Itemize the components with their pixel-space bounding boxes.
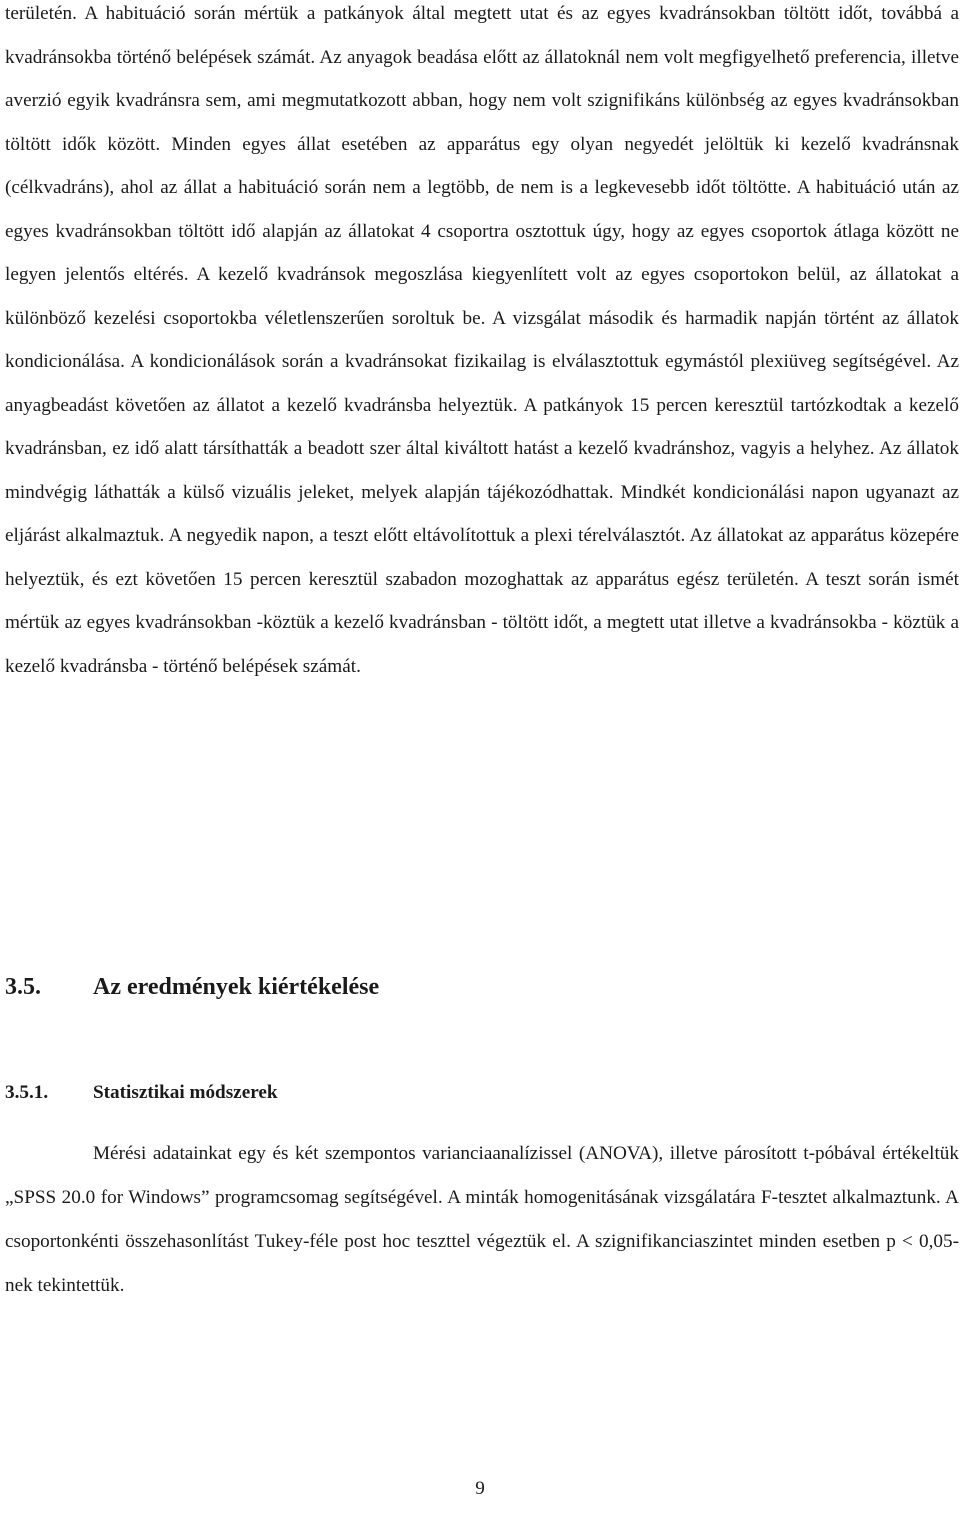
section-number: 3.5. <box>5 974 41 1000</box>
section-heading <box>5 974 945 1001</box>
statistics-paragraph: Mérési adatainkat egy és két szempontos varianciaanalízissel (ANOVA), illetve párosított t-póbával értékeltük „SPSS 20.0 for Windows” programcsomag segítségével. A minták homogenitásának vizsgálatára F-tesztet alkalmaztunk. A csoportonkénti összehasonlítást Tukey-féle post hoc teszttel végeztük el. A szignifikanciaszintet minden esetben p < 0,05-nek tekintettük. <box>5 1143 959 1296</box>
document-page <box>5 0 959 688</box>
subsection-heading <box>5 1082 945 1104</box>
page-number: 9 <box>475 1478 485 1499</box>
subsection-number: 3.5.1. <box>5 1082 49 1103</box>
section-title: Az eredmények kiértékelése <box>93 974 380 1000</box>
body-paragraph: területén. A habituáció során mértük a patkányok által megtett utat és az egyes kvadránsokban töltött időt, továbbá a kvadránsokba történő belépések számát. Az anyagok beadása előtt az állatoknál nem volt megfigyelhető preferencia, illetve averzió egyik kvadránsra sem, ami megmutatkozott abban, hogy nem volt szignifikáns különbség az egyes kvadránsokban töltött idők között. Minden egyes állat esetében az apparátus egy olyan negyedét jelöltük ki kezelő kvadránsnak (célkvadráns), ahol az állat a habituáció során nem a legtöbb, de nem is a legkevesebb időt töltötte. A habituáció után az egyes kvadránsokban töltött idő alapján az állatokat 4 csoportra osztottuk úgy, hogy az egyes csoportok átlaga között ne legyen jelentős eltérés. A kezelő kvadránsok megoszlása kiegyenlített volt az egyes csoportokon belül, az állatokat a különböző kezelési csoportokba véletlenszerűen soroltuk be. A vizsgálat második és harmadik napján történt az állatok kondicionálása. A kondicionálások során a kvadránsokat fizikailag is elválasztottuk egymástól plexiüveg segítségével. Az anyagbeadást követően az állatot a kezelő kvadránsba helyeztük. A patkányok 15 percen keresztül tartózkodtak a kezelő kvadránsban, ez idő alatt társíthatták a beadott szer által kiváltott hatást a kezelő kvadránshoz, vagyis a helyhez. Az állatok mindvégig láthatták a külső vizuális jeleket, melyek alapján tájékozódhattak. Mindkét kondicionálási napon ugyanazt az eljárást alkalmaztuk. A negyedik napon, a teszt előtt eltávolítottuk a plexi térelválasztót. Az állatokat az apparátus közepére helyeztük, és ezt követően 15 percen keresztül szabadon mozoghattak az apparátus egész területén. A teszt során ismét mértük az egyes kvadránsokban -köztük a kezelő kvadránsban - töltött időt, a megtett utat illetve a kvadránsokba - köztük a kezelő kvadránsba - történő belépések számát. <box>5 3 959 677</box>
subsection-title: Statisztikai módszerek <box>93 1082 278 1103</box>
